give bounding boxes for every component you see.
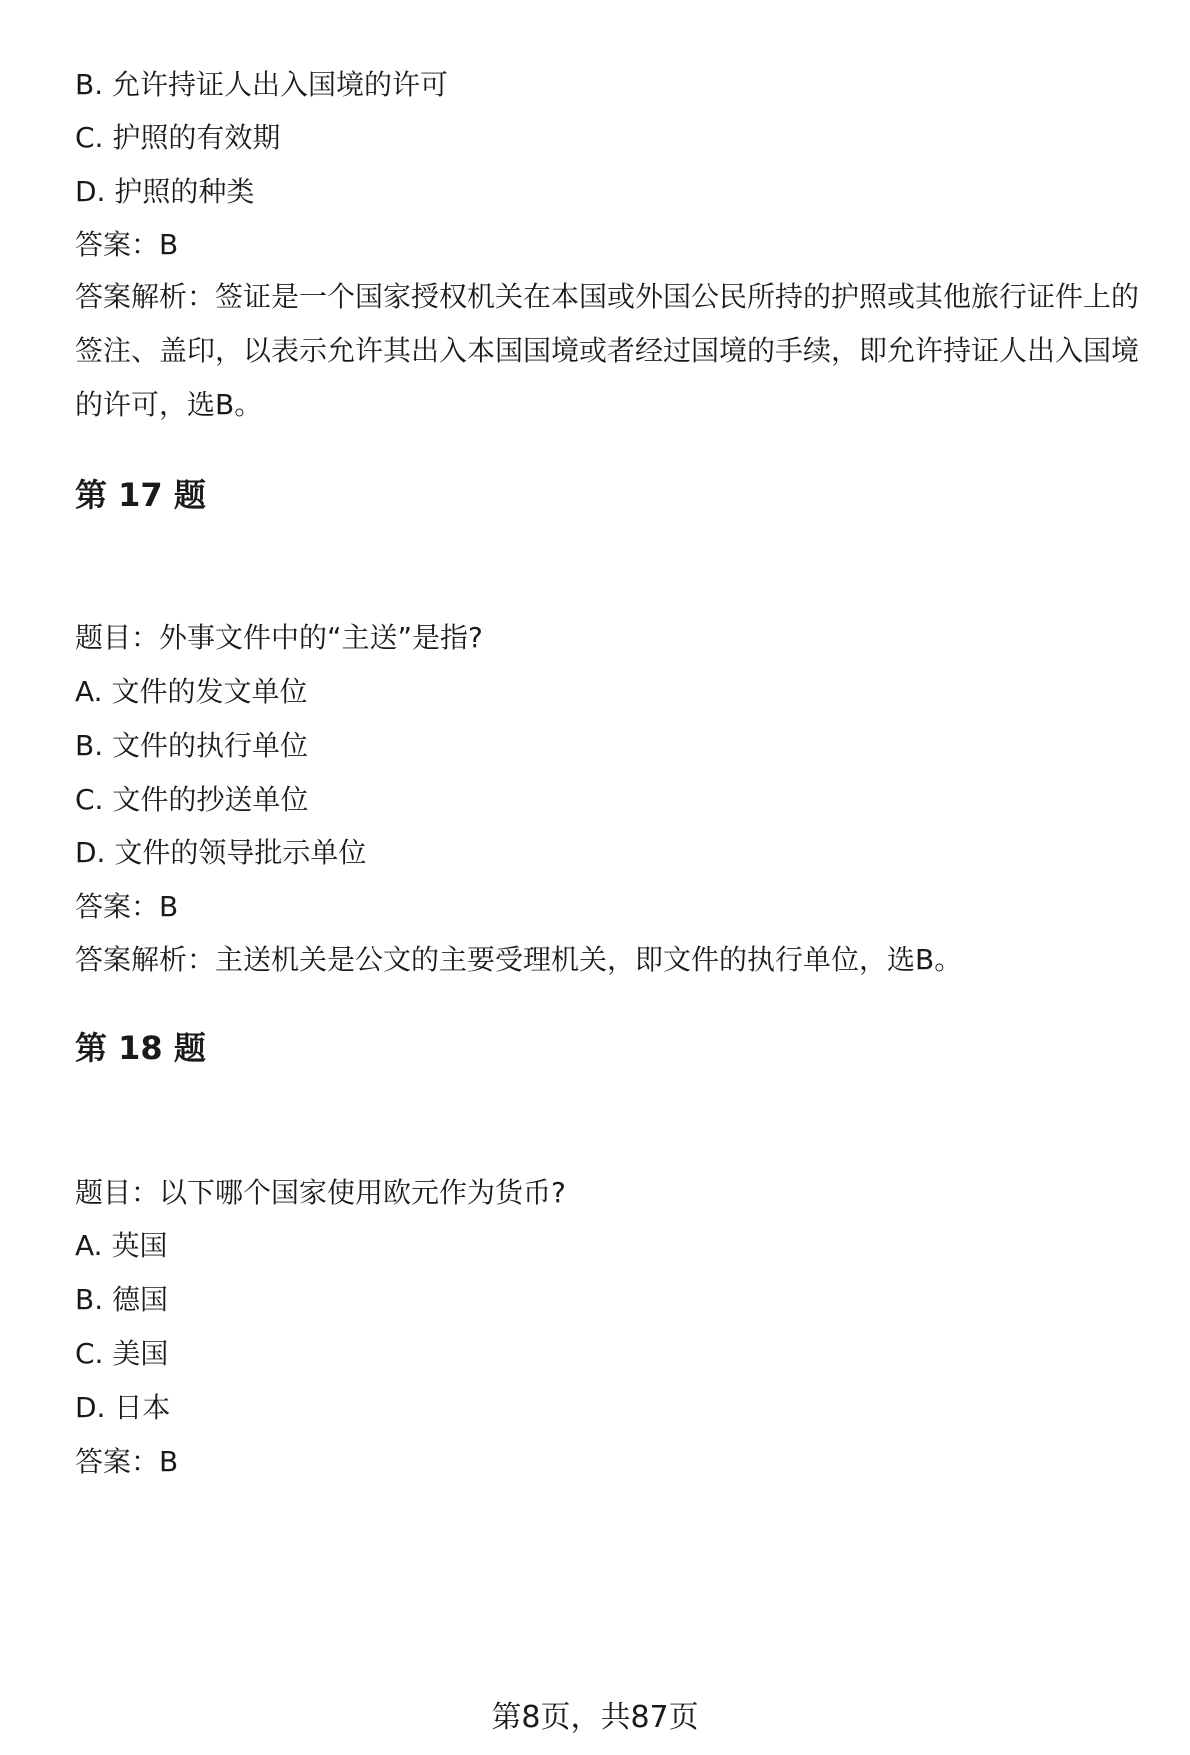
q17-option-c: C. 文件的抄送单位 <box>75 783 309 816</box>
q18-option-c: C. 美国 <box>75 1337 169 1370</box>
q16-answer: 答案：B <box>75 228 179 261</box>
q17-heading: 第 17 题 <box>75 476 206 514</box>
q17-option-d: D. 文件的领导批示单位 <box>75 836 367 869</box>
q17-question: 题目：外事文件中的“主送”是指? <box>75 621 483 654</box>
q17-option-a: A. 文件的发文单位 <box>75 675 308 708</box>
q18-option-a: A. 英国 <box>75 1229 168 1262</box>
q18-option-b: B. 德国 <box>75 1283 169 1316</box>
q18-heading: 第 18 题 <box>75 1029 206 1067</box>
page-footer: 第8页，共87页 <box>491 1700 699 1735</box>
q17-analysis: 答案解析：主送机关是公文的主要受理机关，即文件的执行单位，选B。 <box>75 943 963 976</box>
q16-option-b: B. 允许持证人出入国境的许可 <box>75 68 449 101</box>
q18-answer: 答案：B <box>75 1445 179 1478</box>
q17-answer: 答案：B <box>75 890 179 923</box>
q18-question: 题目：以下哪个国家使用欧元作为货币? <box>75 1176 566 1209</box>
q17-option-b: B. 文件的执行单位 <box>75 729 309 762</box>
q18-option-d: D. 日本 <box>75 1391 171 1424</box>
q16-analysis: 答案解析：签证是一个国家授权机关在本国或外国公民所持的护照或其他旅行证件上的签注、盖印，以表示允许其出入本国国境或者经过国境的手续，即允许持证人出入国境的许可，选B。 <box>75 280 1140 421</box>
q16-option-c: C. 护照的有效期 <box>75 121 281 154</box>
q16-option-d: D. 护照的种类 <box>75 175 255 208</box>
